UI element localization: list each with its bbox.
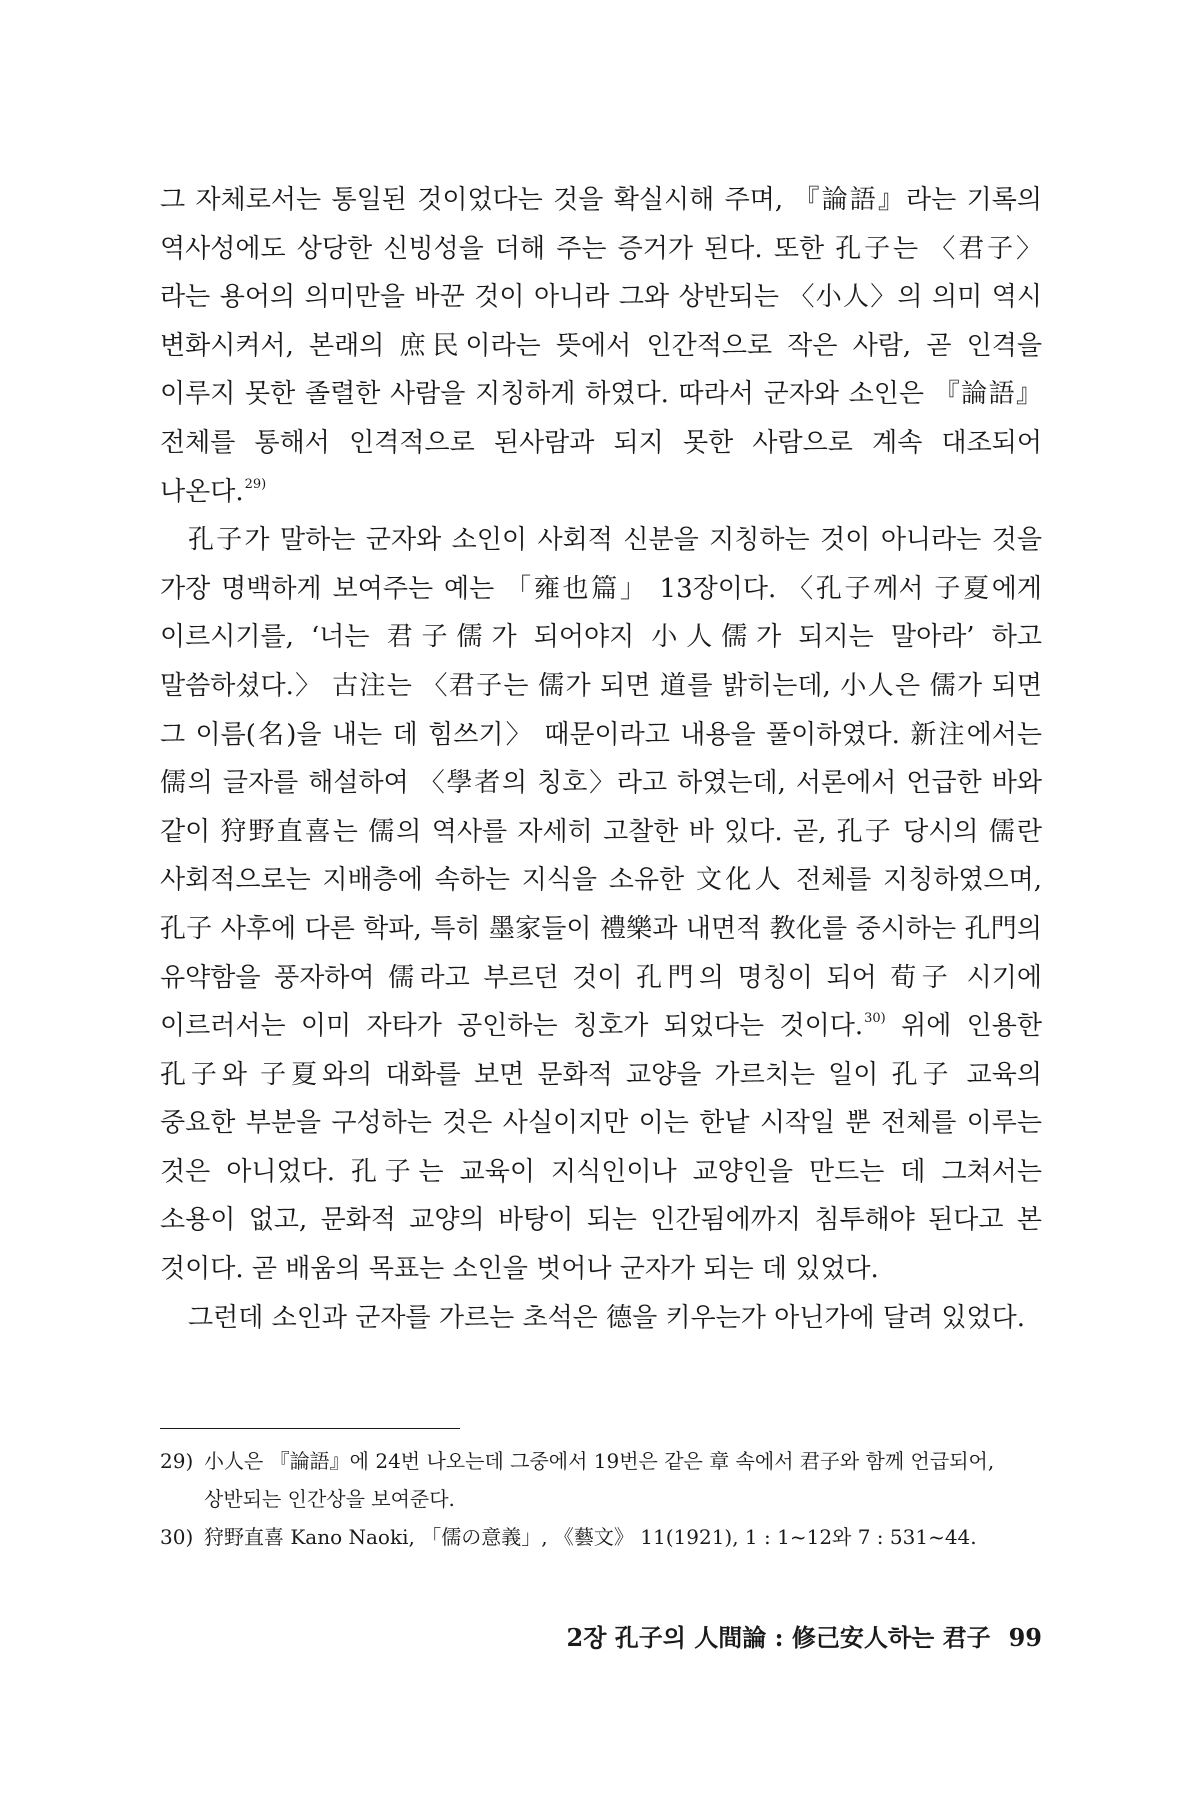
footnote-29 <box>160 1442 1042 1518</box>
footnote-text: 狩野直喜 Kano Naoki, 「儒の意義」, 《藝文》 11(1921), 1 : 1~12와 7 : 531~44. <box>204 1525 977 1549</box>
paragraph-text: 그런데 소인과 군자를 가르는 초석은 德을 키우는가 아닌가에 달려 있었다. <box>188 1302 1026 1333</box>
footnote-divider <box>160 1428 460 1429</box>
footnote-number: 30) <box>160 1525 194 1549</box>
paragraph-2 <box>160 516 1042 1294</box>
page-number: 99 <box>1008 1623 1042 1652</box>
paragraph-3 <box>160 1294 1042 1343</box>
footnotes <box>160 1442 1042 1556</box>
paragraph-text-continued: 위에 인용한 孔子와 子夏와의 대화를 보면 문화적 교양을 가르치는 일이 孔子 교육의 중요한 부분을 구성하는 것은 사실이지만 이는 한낱 시작일 뿐 전체를 이루는 것은 아니었다. 孔子는 교육이 지식인이나 교양인을 만드는 데 그쳐서는 소용이 없고, 문화적 교양의 바탕이 되는 인간됨에까지 침투해야 된다고 본 것이다. 곧 배움의 목표는 소인을 벗어나 군자가 되는 데 있었다. <box>160 1011 1042 1285</box>
footnote-30 <box>160 1518 1042 1556</box>
footnote-number: 29) <box>160 1449 194 1473</box>
paragraph-text: 孔子가 말하는 군자와 소인이 사회적 신분을 지칭하는 것이 아니라는 것을 가장 명백하게 보여주는 예는 「雍也篇」 13장이다. 〈孔子께서 子夏에게 이르시기를, ‘너는 君子儒가 되어야지 小人儒가 되지는 말아라’ 하고 말씀하셨다.〉 古注는 〈君子는 儒가 되면 道를 밝히는데, 小人은 儒가 되면 그 이름(名)을 내는 데 힘쓰기〉 때문이라고 내용을 풀이하였다. 新注에서는 儒의 글자를 해설하여 〈學者의 칭호〉라고 하였는데, 서론에서 언급한 바와 같이 狩野直喜는 儒의 역사를 자세히 고찰한 바 있다. 곧, 孔子 당시의 儒란 사회적으로는 지배층에 속하는 지식을 소유한 文化人 전체를 지칭하였으며, 孔子 사후에 다른 학파, 특히 墨家들이 禮樂과 내면적 教化를 중시하는 孔門의 유약함을 풍자하여 儒라고 부르던 것이 孔門의 명칭이 되어 荀子 시기에 이르러서는 이미 자타가 공인하는 칭호가 되었다는 것이다. <box>160 525 1042 1042</box>
running-footer <box>160 1622 1042 1654</box>
chapter-title: 2장 孔子의 人間論 : 修己安人하는 君子 <box>566 1623 991 1652</box>
footnote-reference-29: 29) <box>244 476 267 492</box>
paragraph-1 <box>160 176 1042 516</box>
footnote-reference-30: 30) <box>864 1011 886 1027</box>
paragraph-text: 그 자체로서는 통일된 것이었다는 것을 확실시해 주며, 『論語』라는 기록의 역사성에도 상당한 신빙성을 더해 주는 증거가 된다. 또한 孔子는 〈君子〉라는 용어의 의미만을 바꾼 것이 아니라 그와 상반되는 〈小人〉의 의미 역시 변화시켜서, 본래의 庶民이라는 뜻에서 인간적으로 작은 사람, 곧 인격을 이루지 못한 졸렬한 사람을 지칭하게 하였다. 따라서 군자와 소인은 『論語』 전체를 통해서 인격적으로 된사람과 되지 못한 사람으로 계속 대조되어 나온다. <box>160 185 1042 507</box>
main-text <box>160 176 1042 1342</box>
footnote-text: 小人은 『論語』에 24번 나오는데 그중에서 19번은 같은 章 속에서 君子와 함께 언급되어, 상반되는 인간상을 보여준다. <box>204 1449 995 1511</box>
